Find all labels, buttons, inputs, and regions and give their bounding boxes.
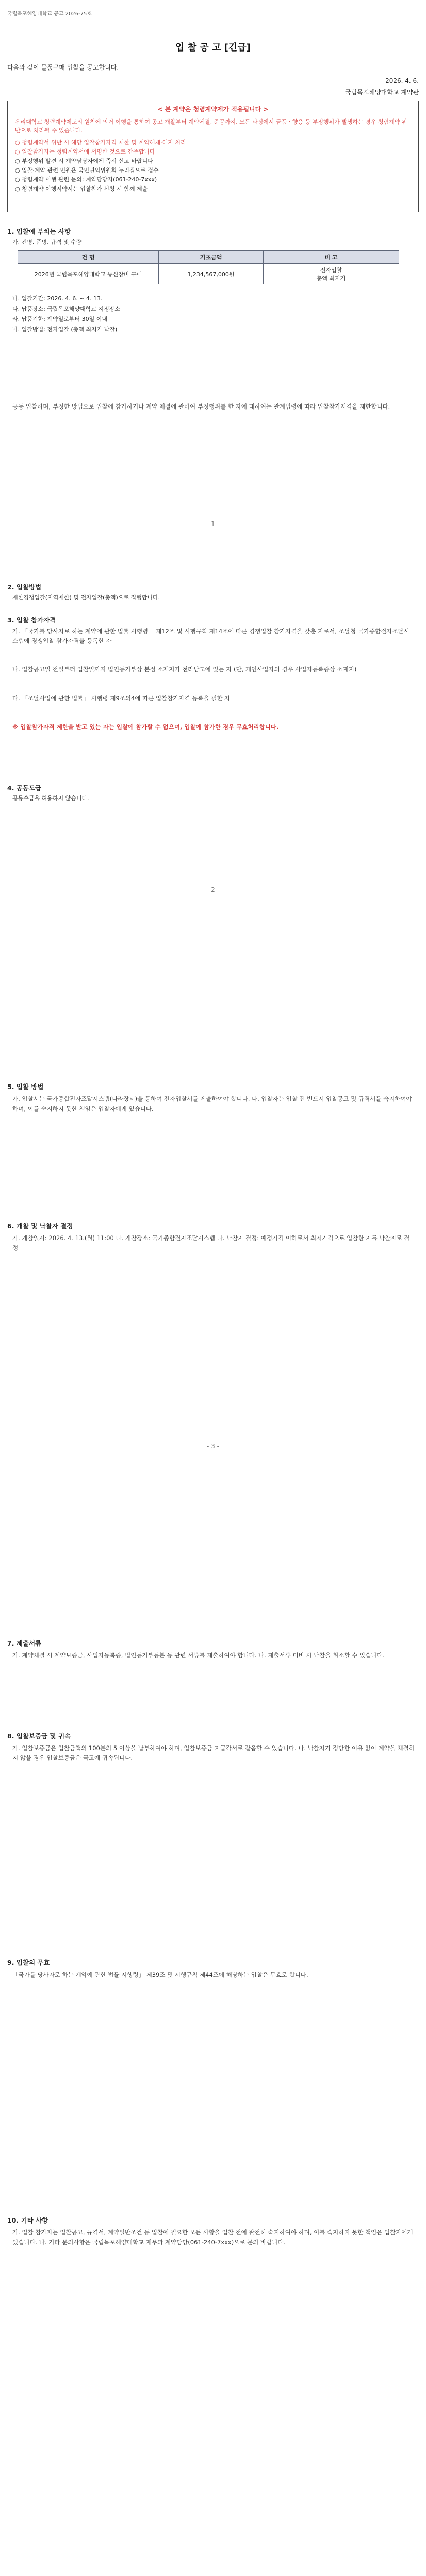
body-paragraph: 가. 입찰서는 국가종합전자조달시스템(나라장터)을 통하여 전자입찰서를 제출하여야 합니다. 나. 입찰자는 입찰 전 반드시 입찰공고 및 규격서를 숙지하여야 하며, 이를 숙지하지 못한 책임은 입찰자에게 있습니다. — [12, 1095, 412, 1112]
doc-reference: 국립목포해양대학교 공고 2026-75호 — [7, 11, 92, 17]
body-paragraph: 가. 계약체결 시 계약보증금, 사업자등록증, 법인등기부등본 등 관련 서류를 제출하여야 합니다. 나. 제출서류 미비 시 낙찰을 취소할 수 있습니다. — [12, 1652, 384, 1659]
item-info-table — [18, 250, 399, 284]
integrity-notice-body: 우리대학교 청렴계약제도의 원칙에 의거 이행을 통하여 공고 개찰부터 계약체결, 준공까지, 모든 과정에서 금품ㆍ향응 등 부정행위가 발생하는 경우 청렴계약 위반으로 처리될 수 있습니다. — [15, 118, 407, 134]
section-5-title: 5. 입찰 방법 — [7, 1083, 44, 1091]
notice-org: 국립목포해양대학교 계약관 — [345, 89, 419, 96]
section-4-title: 4. 공동도급 — [7, 784, 42, 792]
body-paragraph: 「국가를 당사자로 하는 계약에 관한 법률 시행령」 제39조 및 시행규칙 제44조에 해당하는 입찰은 무효로 합니다. — [12, 1971, 308, 1978]
section-1-title: 1. 입찰에 부치는 사항 — [7, 228, 71, 235]
table-header: 건 명 — [18, 251, 159, 264]
section-8-title: 8. 입찰보증금 및 귀속 — [7, 1732, 71, 1740]
section-3-title: 3. 입찰 참가자격 — [7, 616, 56, 624]
integrity-item: ○ 청렴계약 이행서약서는 입찰참가 신청 시 함께 제출 — [15, 185, 148, 192]
section-9-title: 9. 입찰의 무효 — [7, 1959, 50, 1967]
page-separator: - 3 - — [207, 1443, 219, 1450]
section-1-item: 다. 납품장소: 국립목포해양대학교 지정장소 — [12, 306, 120, 312]
section-1-item: 라. 납품기한: 계약일로부터 30일 이내 — [12, 316, 107, 323]
body-paragraph: 가. 입찰보증금은 입찰금액의 100분의 5 이상을 납부하여야 하며, 입찰보증금 지급각서로 갈음할 수 있습니다. 나. 낙찰자가 정당한 이유 없이 계약을 체결하지 않을 경우 입찰보증금은 국고에 귀속됩니다. — [12, 1744, 415, 1761]
section-2-title: 2. 입찰방법 — [7, 583, 42, 591]
section-7-title: 7. 제출서류 — [7, 1639, 42, 1647]
section-1-item: 가. 건명, 품명, 규격 및 수량 — [12, 239, 82, 245]
body-paragraph: 가. 입찰 참가자는 입찰공고, 규격서, 계약일반조건 등 입찰에 필요한 모든 사항을 입찰 전에 완전히 숙지하여야 하며, 이를 숙지하지 못한 책임은 입찰자에게 있습니다. 나. 기타 문의사항은 국립목포해양대학교 재무과 계약담당(061-240-7xxx)으로 문의 바랍니다. — [12, 2229, 413, 2246]
table-cell: 전자입찰 총액 최저가 — [264, 264, 399, 284]
integrity-item: ○ 입찰·계약 관련 민원은 국민권익위원회 누리집으로 접수 — [15, 167, 159, 174]
table-cell: 1,234,567,000원 — [159, 264, 264, 284]
section-1-item: 마. 입찰방법: 전자입찰 (총액 최저가 낙찰) — [12, 326, 118, 333]
page-separator: - 2 - — [207, 886, 219, 893]
integrity-item: ○ 부정행위 발견 시 계약담당자에게 즉시 신고 바랍니다 — [15, 158, 153, 164]
section-3-warning: ※ 입찰참가자격 제한을 받고 있는 자는 입찰에 참가할 수 없으며, 입찰에 참가한 경우 무효처리합니다. — [12, 723, 279, 731]
table-header: 비 고 — [264, 251, 399, 264]
section-3-para: 다. 「조달사업에 관한 법률」 시행령 제9조의4에 따른 입찰참가자격 등록을 필한 자 — [12, 694, 231, 702]
section-6-title: 6. 개찰 및 낙찰자 결정 — [7, 1222, 73, 1230]
integrity-notice-box — [7, 101, 419, 212]
section-3-para: 가. 「국가를 당사자로 하는 계약에 관한 법률 시행령」 제12조 및 시행규칙 제14조에 따른 경쟁입찰 참가자격을 갖춘 자로서, 조달청 국가종합전자조달시스템에 경쟁입찰 참가자격을 등록한 자 — [12, 628, 409, 645]
body-paragraph: 공동 입찰하며, 부정한 방법으로 입찰에 참가하거나 계약 체결에 관하여 부정행위를 한 자에 대하여는 관계법령에 따라 입찰참가자격을 제한합니다. — [12, 403, 390, 410]
table-cell: 2026년 국립목포해양대학교 통신장비 구매 — [18, 264, 159, 284]
notice-date: 2026. 4. 6. — [385, 77, 419, 84]
page-separator: - 1 - — [207, 520, 219, 528]
page-title: 입 찰 공 고 [긴급] — [175, 42, 251, 53]
body-paragraph: 가. 개찰일시: 2026. 4. 13.(월) 11:00 나. 개찰장소: 국가종합전자조달시스템 다. 낙찰자 결정: 예정가격 이하로서 최저가격으로 입찰한 자를 낙찰자로 결정 — [12, 1234, 410, 1251]
section-2-text: 제한경쟁입찰(지역제한) 및 전자입찰(총액)으로 집행합니다. — [12, 594, 160, 601]
section-1-item: 나. 입찰기간: 2026. 4. 6. ~ 4. 13. — [12, 295, 103, 302]
section-3-para: 나. 입찰공고일 전일부터 입찰일까지 법인등기부상 본점 소재지가 전라남도에 있는 자 (단, 개인사업자의 경우 사업자등록증상 소재지) — [12, 666, 357, 673]
section-4-text: 공동수급을 허용하지 않습니다. — [12, 795, 89, 802]
integrity-item: ○ 청렴계약 이행 관련 문의: 계약담당자(061-240-7xxx) — [15, 176, 157, 183]
section-10-title: 10. 기타 사항 — [7, 2216, 48, 2224]
table-header: 기초금액 — [159, 251, 264, 264]
integrity-item: ○ 청렴계약서 위반 시 해당 입찰참가자격 제한 및 계약해제·해지 처리 — [15, 139, 186, 146]
intro-text: 다음과 같이 물품구매 입찰을 공고합니다. — [7, 64, 119, 71]
integrity-notice-title: < 본 계약은 청렴계약제가 적용됩니다 > — [157, 106, 269, 113]
integrity-item: ○ 입찰참가자는 청렴계약서에 서명한 것으로 간주합니다 — [15, 148, 155, 155]
